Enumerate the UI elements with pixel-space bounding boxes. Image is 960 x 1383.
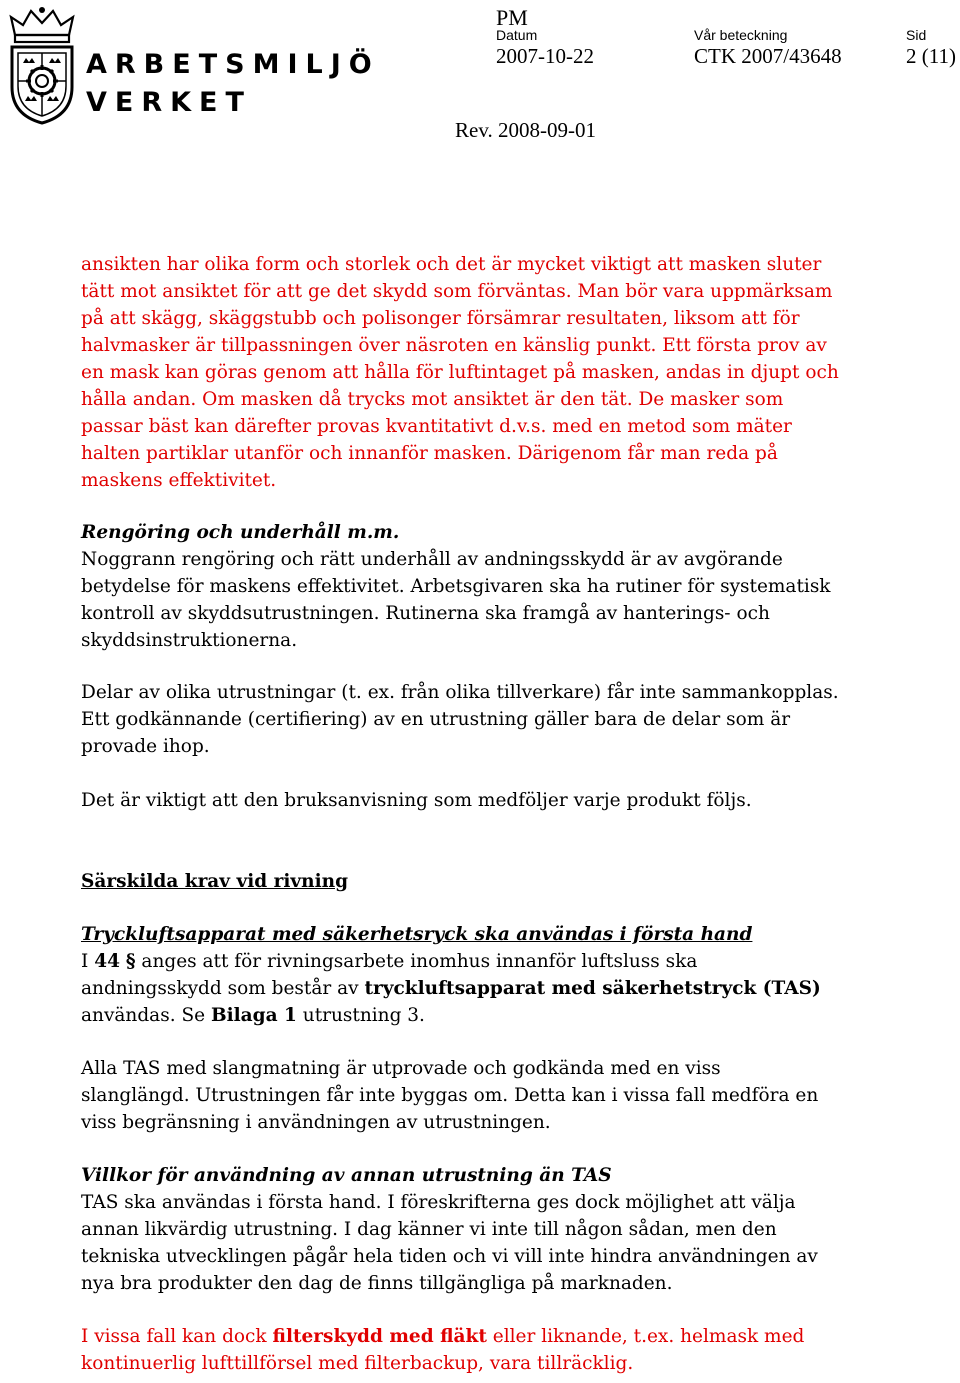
text-line: Det är viktigt att den bruksanvisning som medföljer varje produkt följs.	[81, 790, 752, 811]
text-line: tekniska utvecklingen pågår hela tiden och vi vill inte hindra användningen av	[81, 1246, 818, 1267]
paragraph-mask-fit	[81, 251, 881, 494]
section-heading: Rengöring och underhåll m.m.	[81, 522, 400, 543]
document-type: PM	[496, 5, 528, 30]
section-demolition	[81, 868, 881, 895]
text-run: anges att för rivningsarbete inomhus innanför luftsluss ska	[135, 951, 698, 972]
section-tas	[81, 921, 881, 1029]
text-line	[81, 948, 881, 975]
paragraph-parts	[81, 679, 881, 760]
reference-value: CTK 2007/43648	[694, 44, 842, 68]
text-bold: tryckluftsapparat med säkerhetstryck (TAS)	[364, 978, 821, 999]
text-line: ansikten har olika form och storlek och det är mycket viktigt att masken sluter	[81, 254, 822, 275]
agency-logo	[0, 0, 380, 130]
page-number: 2 (11)	[906, 44, 956, 68]
agency-name-line-1: ARBETSMILJÖ	[86, 49, 380, 80]
text-run: I	[81, 951, 95, 972]
text-line: på att skägg, skäggstubb och polisonger försämrar resultaten, liksom att för	[81, 308, 800, 329]
text-line: halvmasker är tillpassningen över näsroten en känslig punkt. Ett första prov av	[81, 335, 827, 356]
revision-date: Rev. 2008-09-01	[455, 118, 596, 142]
text-line: skyddsinstruktionerna.	[81, 630, 298, 651]
section-number: 44	[94, 951, 120, 972]
page-label: Sid	[906, 27, 927, 43]
text-line: Delar av olika utrustningar (t. ex. från olika tillverkare) får inte sammankopplas.	[81, 682, 839, 703]
text-line: Ett godkännande (certifiering) av en utrustning gäller bara de delar som är	[81, 709, 791, 730]
text-run: I vissa fall kan dock	[81, 1326, 273, 1347]
text-line: viss begränsning i användningen av utrustningen.	[81, 1112, 551, 1133]
text-run: andningsskydd som består av	[81, 978, 365, 999]
agency-name-line-2: VERKET	[86, 87, 252, 118]
date-value: 2007-10-22	[496, 44, 594, 68]
agency-wordmark	[86, 46, 380, 122]
section-cleaning	[81, 519, 881, 654]
section-heading: Villkor för användning av annan utrustning än TAS	[81, 1165, 612, 1186]
text-line: passar bäst kan därefter provas kvantitativt d.v.s. med en metod som mäter	[81, 416, 792, 437]
text-line: kontinuerlig lufttillförsel med filterbackup, vara tillräcklig.	[81, 1353, 634, 1374]
section-heading: Särskilda krav vid rivning	[81, 871, 349, 892]
text-line: annan likvärdig utrustning. I dag känner vi inte till någon sådan, men den	[81, 1219, 777, 1240]
text-line: betydelse för maskens effektivitet. Arbetsgivaren ska ha rutiner för systematisk	[81, 576, 831, 597]
text-bold: filterskydd med fläkt	[272, 1326, 487, 1347]
text-line: tätt mot ansiktet för att ge det skydd som förväntas. Man bör vara uppmärksam	[81, 281, 833, 302]
paragraph-symbol: §	[125, 951, 136, 972]
appendix-reference: Bilaga 1	[210, 1005, 297, 1026]
paragraph-manual	[81, 787, 881, 814]
text-line: Noggrann rengöring och rätt underhåll av andningsskydd är av avgörande	[81, 549, 783, 570]
text-line: maskens effektivitet.	[81, 470, 277, 491]
section-heading: Tryckluftsapparat med säkerhetsryck ska användas i första hand	[81, 924, 753, 945]
text-line	[81, 1002, 881, 1029]
reference-label: Vår beteckning	[694, 27, 788, 43]
text-line	[81, 975, 881, 1002]
section-other-equipment	[81, 1162, 881, 1297]
text-line	[81, 1323, 881, 1350]
text-line: en mask kan göras genom att hålla för luftintaget på masken, andas in djupt och	[81, 362, 839, 383]
text-line: TAS ska användas i första hand. I föreskrifterna ges dock möjlighet att välja	[81, 1192, 796, 1213]
date-label: Datum	[496, 27, 538, 43]
paragraph-filter	[81, 1323, 881, 1377]
text-run: utrustning 3.	[296, 1005, 425, 1026]
text-run: användas. Se	[81, 1005, 211, 1026]
text-run: eller liknande, t.ex. helmask med	[486, 1326, 805, 1347]
text-line: halten partiklar utanför och innanför masken. Därigenom får man reda på	[81, 443, 778, 464]
paragraph-hose	[81, 1055, 881, 1136]
text-line: Alla TAS med slangmatning är utprovade och godkända med en viss	[81, 1058, 721, 1079]
text-line: kontroll av skyddsutrustningen. Rutinerna ska framgå av hanterings- och	[81, 603, 770, 624]
text-line: slanglängd. Utrustningen får inte byggas om. Detta kan i vissa fall medföra en	[81, 1085, 819, 1106]
text-line: provade ihop.	[81, 736, 210, 757]
text-line: hålla andan. Om masken då trycks mot ansiktet är den tät. De masker som	[81, 389, 784, 410]
text-line: nya bra produkter den dag de finns tillgängliga på marknaden.	[81, 1273, 673, 1294]
coat-of-arms-icon	[3, 5, 81, 127]
